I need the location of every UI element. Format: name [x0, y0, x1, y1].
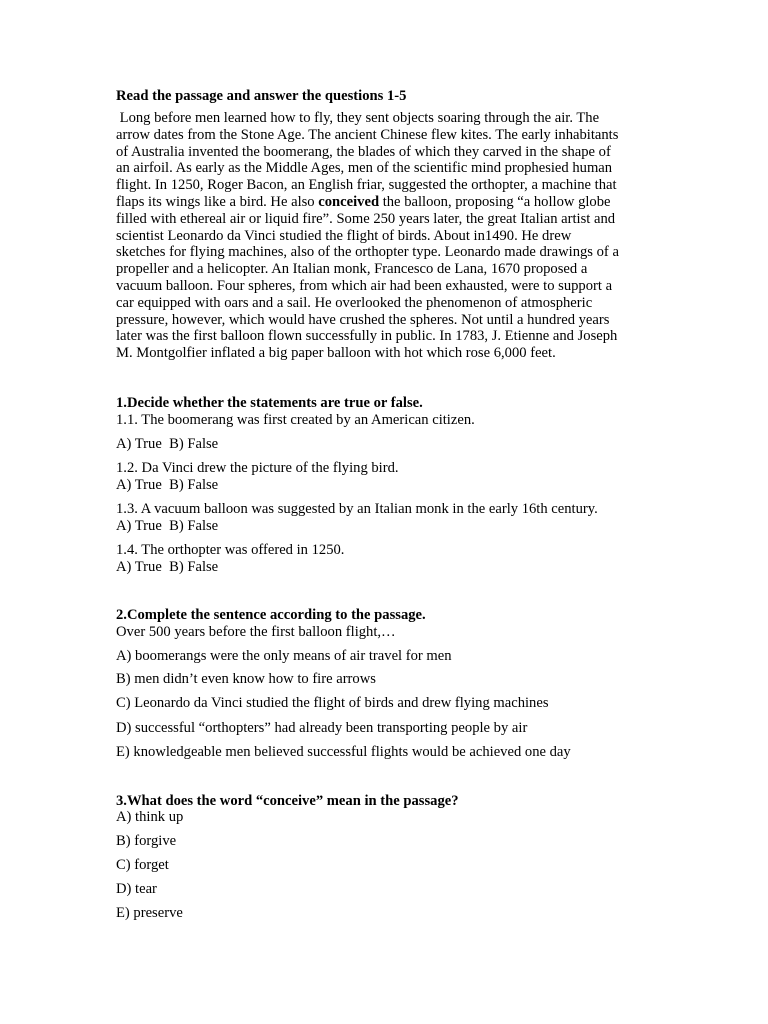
instructions-heading: Read the passage and answer the questions 1-5 [116, 88, 407, 104]
q2-option-e: E) knowledgeable men believed successful flights would be achieved one day [116, 744, 571, 760]
passage-line: vacuum balloon. Four spheres, from which air had been exhausted, were to support a [116, 277, 613, 294]
passage-line-text: flaps its wings like a bird. He also [116, 193, 319, 210]
q3-option-a: A) think up [116, 809, 184, 825]
passage-line: pressure, however, which would have crushed the spheres. Not until a hundred years [116, 311, 610, 328]
passage-line: flight. In 1250, Roger Bacon, an English friar, suggested the orthopter, a machine that [116, 177, 617, 194]
q3-option-e: E) preserve [116, 905, 183, 921]
passage-line: arrow dates from the Stone Age. The ancient Chinese flew kites. The early inhabitants [116, 126, 619, 143]
passage-line [116, 194, 656, 211]
q2-option-d: D) successful “orthopters” had already been transporting people by air [116, 720, 528, 736]
q2-option-b: B) men didn’t even know how to fire arrows [116, 671, 376, 687]
passage-line-text: the balloon, proposing “a hollow globe [379, 193, 611, 210]
q1-statement-3: 1.3. A vacuum balloon was suggested by an Italian monk in the early 16th century. [116, 501, 598, 517]
q2-option-a: A) boomerangs were the only means of air travel for men [116, 648, 452, 664]
passage-line: sketches for flying machines, also of the orthopter type. Leonardo made drawings of a [116, 244, 619, 261]
passage-line: propeller and a helicopter. An Italian monk, Francesco de Lana, 1670 proposed a [116, 261, 588, 278]
q3-option-b: B) forgive [116, 833, 177, 849]
q2-title: 2.Complete the sentence according to the passage. [116, 607, 426, 623]
q1-statement-2: 1.2. Da Vinci drew the picture of the flying bird. [116, 460, 399, 476]
passage-line: M. Montgolfier inflated a big paper balloon with hot which rose 6,000 feet. [116, 345, 556, 362]
q1-options-2: A) True B) False [116, 477, 219, 493]
q1-options-3: A) True B) False [116, 518, 219, 534]
q1-statement-1: 1.1. The boomerang was first created by an American citizen. [116, 412, 475, 428]
passage-line: car equipped with oars and a sail. He overlooked the phenomenon of atmospheric [116, 294, 593, 311]
passage-line: Long before men learned how to fly, they sent objects soaring through the air. The [116, 110, 600, 126]
q1-statement-4: 1.4. The orthopter was offered in 1250. [116, 542, 345, 558]
passage-line: later was the first balloon flown successfully in public. In 1783, J. Etienne and Joseph [116, 328, 618, 345]
passage-line: scientist Leonardo da Vinci studied the flight of birds. About in1490. He drew [116, 227, 572, 244]
q2-stem: Over 500 years before the first balloon flight,… [116, 624, 396, 640]
q1-options-4: A) True B) False [116, 559, 219, 575]
passage-line: filled with ethereal air or liquid fire”. Some 250 years later, the great Italian artist and [116, 210, 616, 227]
q3-option-c: C) forget [116, 857, 169, 873]
passage-line: of Australia invented the boomerang, the blades of which they carved in the shape of [116, 143, 611, 160]
q1-options-1: A) True B) False [116, 436, 219, 452]
q1-title: 1.Decide whether the statements are true or false. [116, 395, 423, 411]
passage-line: an airfoil. As early as the Middle Ages, men of the scientific mind prophesied human [116, 160, 613, 177]
reading-passage [116, 110, 656, 362]
q2-option-c: C) Leonardo da Vinci studied the flight of birds and drew flying machines [116, 695, 549, 711]
q3-title: 3.What does the word “conceive” mean in the passage? [116, 793, 459, 809]
q3-option-d: D) tear [116, 881, 157, 897]
bold-word-conceived: conceived [318, 193, 380, 210]
